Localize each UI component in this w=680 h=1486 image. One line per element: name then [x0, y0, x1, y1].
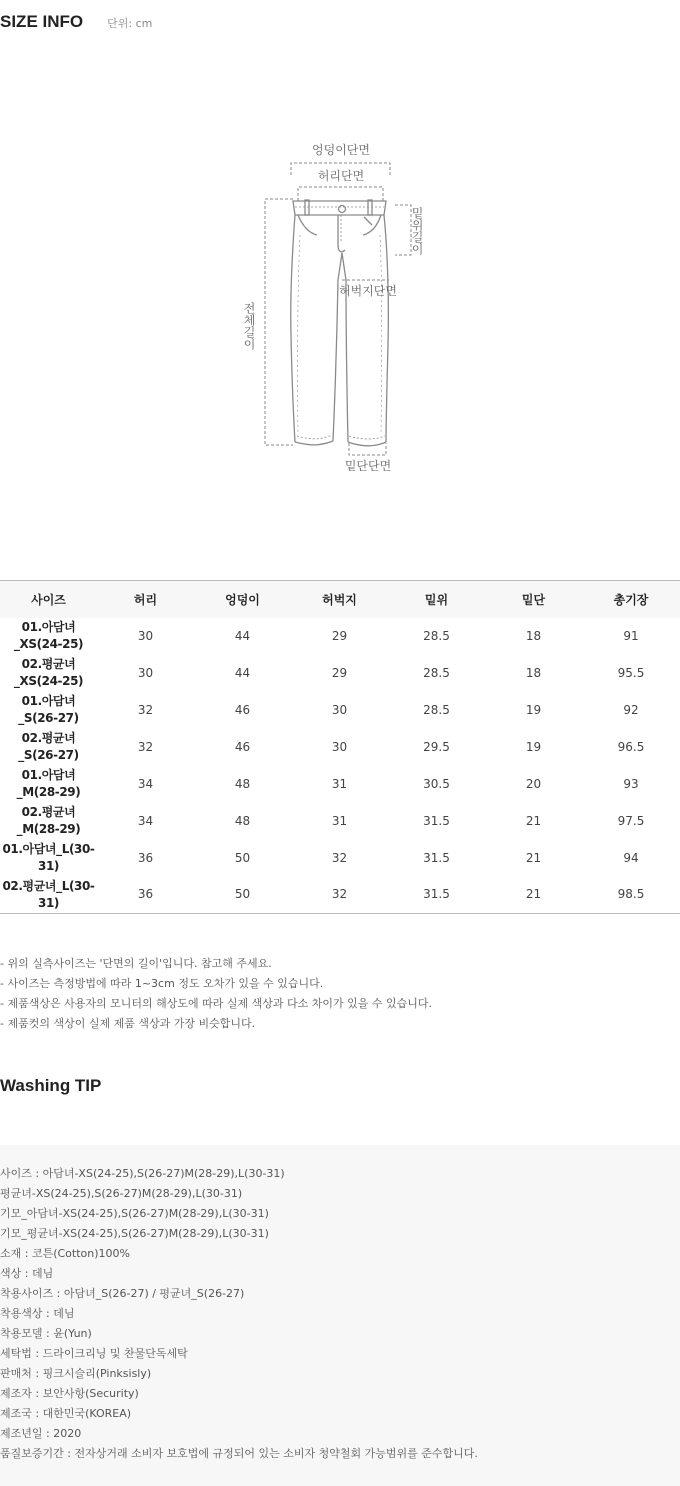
column-header: 허벅지	[291, 581, 388, 618]
table-cell: 94	[623, 850, 639, 865]
table-cell: 21	[485, 877, 582, 914]
size-name-cell: 02.평균녀_XS(24-25)	[13, 657, 84, 688]
info-line: 품질보증기간 : 전자상거래 소비자 보호법에 규정되어 있는 소비자 청약철회 가능범위를 준수합니다.	[0, 1447, 478, 1460]
table-cell: 48	[234, 776, 251, 791]
column-header: 사이즈	[0, 581, 97, 618]
pants-measurement-diagram	[0, 135, 680, 480]
table-row	[0, 877, 680, 914]
size-name-cell: 01.아담녀_L(30-31)	[2, 842, 95, 873]
note-line: - 위의 실측사이즈는 '단면의 길이'입니다. 참고해 주세요.	[0, 957, 272, 970]
table-cell: 95.5	[617, 665, 645, 680]
info-line: 제조년일 : 2020	[0, 1427, 82, 1440]
column-header: 밑단	[485, 581, 582, 618]
total-length-label: 전체길이	[242, 302, 256, 350]
table-cell: 30	[331, 739, 348, 754]
table-row	[0, 766, 680, 803]
table-cell: 21	[525, 850, 542, 865]
table-cell: 28.5	[423, 628, 450, 643]
thigh-label: 허벅지단면	[339, 284, 397, 298]
table-cell: 31	[331, 776, 348, 791]
size-name-cell: 02.평균녀_L(30-31)	[0, 877, 97, 914]
info-line: 착용모델 : 윤(Yun)	[0, 1327, 92, 1340]
info-line: 세탁법 : 드라이크리닝 및 찬물단독세탁	[0, 1347, 188, 1360]
table-cell: 30.5	[423, 776, 450, 791]
table-cell: 34	[137, 776, 154, 791]
hip-label: 엉덩이단면	[312, 143, 370, 157]
table-cell: 44	[234, 628, 251, 643]
info-line: 제조자 : 보안사항(Security)	[0, 1387, 139, 1400]
table-cell: 28.5	[423, 665, 450, 680]
size-name-cell: 01.아담녀_XS(24-25)	[13, 620, 84, 651]
table-cell: 31.5	[423, 813, 450, 828]
note-line: - 제품컷의 색상이 실제 제품 색상과 가장 비슷합니다.	[0, 1017, 256, 1030]
table-cell: 29	[331, 665, 348, 680]
rise-label: 밑위길이	[410, 207, 424, 255]
table-cell: 30	[137, 665, 154, 680]
info-line: 색상 : 데님	[0, 1267, 54, 1280]
table-cell: 97.5	[617, 813, 645, 828]
size-name-cell: 02.평균녀_M(28-29)	[16, 805, 81, 836]
table-cell: 46	[234, 739, 251, 754]
table-row	[0, 692, 680, 729]
table-cell: 44	[234, 665, 251, 680]
table-cell: 19	[525, 739, 542, 754]
table-cell: 30	[137, 628, 154, 643]
size-info-header	[0, 12, 152, 36]
size-table	[0, 580, 680, 914]
table-cell: 50	[234, 850, 251, 865]
info-line: 기모_평균녀-XS(24-25),S(26-27)M(28-29),L(30-31)	[0, 1227, 269, 1240]
table-row	[0, 618, 680, 655]
table-cell: 21	[525, 813, 542, 828]
table-cell: 18	[525, 665, 542, 680]
table-cell: 48	[234, 813, 251, 828]
table-cell: 32	[137, 702, 154, 717]
size-name-cell: 01.아담녀_M(28-29)	[16, 768, 81, 799]
size-name-cell: 01.아담녀_S(26-27)	[18, 694, 79, 725]
table-cell: 31.5	[388, 877, 485, 914]
info-line: 소재 : 코튼(Cotton)100%	[0, 1247, 130, 1260]
table-cell: 32	[291, 877, 388, 914]
table-cell: 20	[525, 776, 542, 791]
table-cell: 18	[525, 628, 542, 643]
column-header: 허리	[97, 581, 194, 618]
hem-label: 밑단단면	[344, 459, 392, 473]
product-info-box	[0, 1145, 680, 1486]
table-row	[0, 803, 680, 840]
table-cell: 31	[331, 813, 348, 828]
size-name-cell: 02.평균녀_S(26-27)	[18, 731, 79, 762]
pants-illustration	[0, 135, 680, 480]
column-header: 총기장	[582, 581, 680, 618]
table-cell: 30	[331, 702, 348, 717]
waist-label: 허리단면	[317, 169, 365, 183]
table-cell: 36	[97, 877, 194, 914]
washing-tip-title: Washing TIP	[0, 1076, 102, 1095]
table-cell: 19	[525, 702, 542, 717]
table-cell: 31.5	[423, 850, 450, 865]
table-cell: 92	[623, 702, 639, 717]
unit-label: 단위: cm	[107, 17, 153, 30]
table-cell: 46	[234, 702, 251, 717]
note-line: - 제품색상은 사용자의 모니터의 해상도에 따라 실제 색상과 다소 차이가 있을 수 있습니다.	[0, 997, 432, 1010]
column-header: 밑위	[388, 581, 485, 618]
table-cell: 36	[137, 850, 154, 865]
table-cell: 32	[331, 850, 348, 865]
info-line: 착용색상 : 데님	[0, 1307, 75, 1320]
table-cell: 96.5	[617, 739, 645, 754]
size-info-title: SIZE INFO	[0, 12, 84, 31]
table-row	[0, 729, 680, 766]
info-line: 판매처 : 핑크시슬리(Pinksisly)	[0, 1367, 152, 1380]
table-row	[0, 655, 680, 692]
table-cell: 91	[623, 628, 639, 643]
pants-outline-icon	[291, 200, 389, 446]
table-cell: 98.5	[582, 877, 680, 914]
info-line: 사이즈 : 아담녀-XS(24-25),S(26-27)M(28-29),L(30-31)	[0, 1167, 285, 1180]
info-line: 착용사이즈 : 아담녀_S(26-27) / 평균녀_S(26-27)	[0, 1287, 245, 1300]
table-header-row	[0, 581, 680, 618]
table-cell: 29	[331, 628, 348, 643]
table-cell: 29.5	[423, 739, 450, 754]
size-notes	[0, 954, 680, 1034]
table-cell: 34	[137, 813, 154, 828]
table-row	[0, 840, 680, 877]
column-header: 엉덩이	[194, 581, 291, 618]
note-line: - 사이즈는 측정방법에 따라 1~3cm 정도 오차가 있을 수 있습니다.	[0, 977, 324, 990]
info-line: 제조국 : 대한민국(KOREA)	[0, 1407, 132, 1420]
table-cell: 28.5	[423, 702, 450, 717]
info-line: 기모_아담녀-XS(24-25),S(26-27)M(28-29),L(30-31)	[0, 1207, 269, 1220]
info-line: 평균녀-XS(24-25),S(26-27)M(28-29),L(30-31)	[0, 1187, 243, 1200]
table-cell: 50	[194, 877, 291, 914]
table-cell: 32	[137, 739, 154, 754]
table-cell: 93	[623, 776, 639, 791]
